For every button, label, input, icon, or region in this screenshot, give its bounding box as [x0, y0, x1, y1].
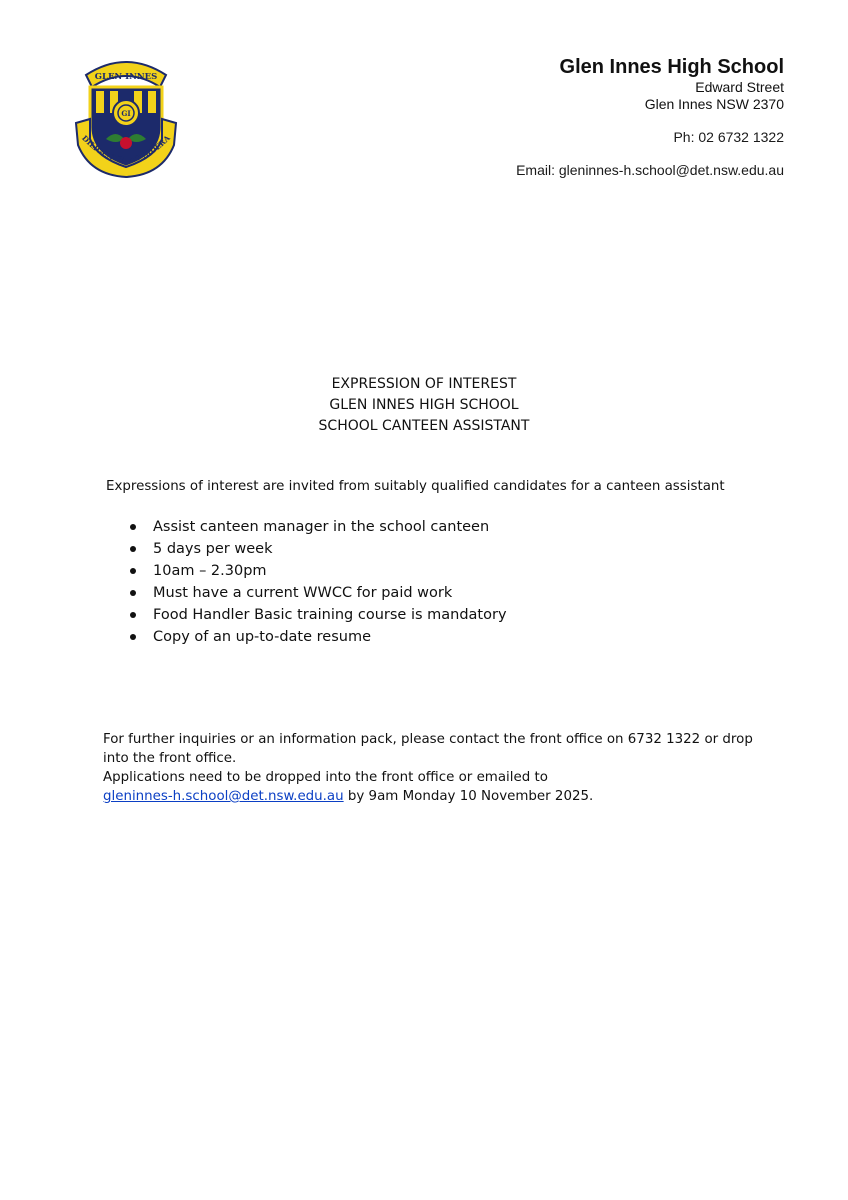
title-line-2: GLEN INNES HIGH SCHOOL — [329, 397, 519, 413]
applications-paragraph — [103, 768, 763, 806]
school-crest-logo — [72, 53, 180, 179]
bullet-icon — [130, 568, 136, 574]
town-address: Glen Innes NSW 2370 — [644, 96, 784, 112]
email-link[interactable]: gleninnes-h.school@det.nsw.edu.au — [103, 789, 344, 804]
school-name: Glen Innes High School — [559, 56, 784, 78]
letterhead-email: Email: gleninnes-h.school@det.nsw.edu.au — [516, 162, 784, 178]
svg-text:GI: GI — [121, 109, 131, 118]
bullet-icon — [130, 612, 136, 618]
deadline-text: by 9am Monday 10 November 2025. — [343, 789, 594, 804]
intro-paragraph: Expressions of interest are invited from suitably qualified candidates for a canteen assistant — [106, 479, 725, 494]
list-item: 5 days per week — [130, 538, 507, 560]
title-line-3: SCHOOL CANTEEN ASSISTANT — [318, 418, 530, 434]
document-title — [0, 374, 848, 437]
bullet-icon — [130, 546, 136, 552]
list-item: Must have a current WWCC for paid work — [130, 582, 507, 604]
crest-shield-icon — [72, 53, 180, 179]
letterhead — [424, 55, 784, 179]
list-item: 10am – 2.30pm — [130, 560, 507, 582]
list-item: Food Handler Basic training course is mandatory — [130, 604, 507, 626]
contact-section — [103, 730, 763, 806]
svg-text:DILIGENTIA AD SIDERA: DILIGENTIA AD SIDERA — [80, 133, 172, 165]
list-item: Copy of an up-to-date resume — [130, 626, 507, 648]
bullet-icon — [130, 524, 136, 530]
bullet-icon — [130, 634, 136, 640]
street-address: Edward Street — [695, 79, 784, 95]
list-item: Assist canteen manager in the school canteen — [130, 516, 507, 538]
requirements-list — [130, 516, 507, 648]
svg-text:GLEN INNES: GLEN INNES — [94, 72, 158, 82]
inquiries-paragraph: For further inquiries or an information pack, please contact the front office on 6732 1322 or drop into the front office. — [103, 732, 753, 766]
applications-text: Applications need to be dropped into the front office or emailed to — [103, 770, 548, 785]
title-line-1: EXPRESSION OF INTEREST — [331, 376, 517, 392]
phone-number: Ph: 02 6732 1322 — [673, 129, 784, 145]
bullet-icon — [130, 590, 136, 596]
